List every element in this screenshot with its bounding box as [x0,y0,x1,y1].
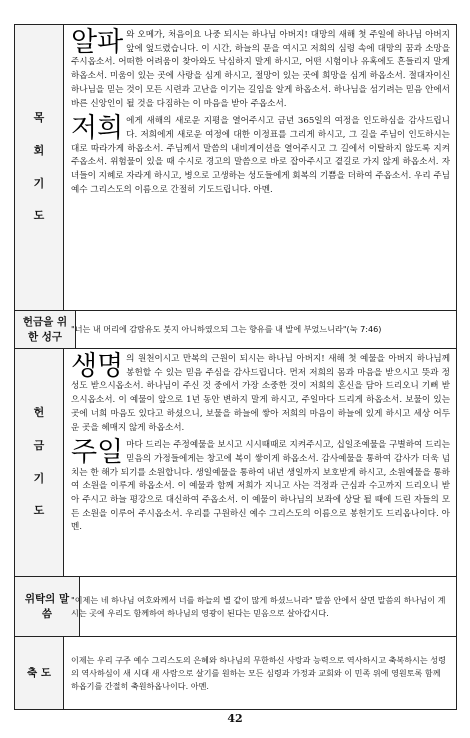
pastoral-prayer-label [15,25,64,310]
offering-prayer-label [15,349,64,576]
offering-prayer-content [63,349,456,576]
paragraph-text: 와 오메가, 처음이요 나중 되시는 하나님 아버지! 대망의 새해 첫 주일에 하나님 아버지 앞에 엎드렸습니다. 이 시간, 하늘의 문을 여시고 저희의 심령 속에 대망의 꿈과 소망을 주시옵소서. 어떠한 어려움이 찾아와도 낙심하지 말게 하시고, 어떤 시험이나 유혹에도 흔들리지 말게 하옵소서. 미움이 있는 곳에 사랑을 심게 하시고, 절망이 있는 곳에 희망을 심게 하옵소서. 절대자이신 하나님을 믿는 것이 모든 시련과 고난을 이기는 길임을 알게 하옵소서. 하나님을 섬기려는 믿음 안에서 바른 신앙인이 될 것을 다짐하는 이 마음을 받아 주옵소서. [71,30,450,109]
label-char: 도 [33,209,45,223]
pastoral-prayer-paragraph-2 [71,115,450,197]
benediction-text: 이제는 우리 구주 예수 그리스도의 은혜와 하나님의 무한하신 사랑과 능력으로 역사하시고 축복하시는 성령의 역사하심이 새 시대 새 사람으로 살기를 원하는 모든 심령과 가정과 교회와 이 민족 위에 영원토록 함께 하옵기를 간절히 축원하옵나이다. 아멘. [71,654,446,692]
commission-word-content [63,577,456,636]
drop-cap: 생명 [71,351,124,382]
label-char: 헌 [33,405,45,419]
offering-verse-section [15,311,456,349]
drop-cap: 주일 [71,437,124,469]
label-char: 목 [33,110,45,124]
offering-verse-label: 헌금을 위한 성구 [15,311,76,348]
offering-verse-text: "너는 내 머리에 감람유도 붓지 아니하였으되 그는 향유를 내 발에 부었느니라"(눅 7:46) [71,324,382,335]
commission-word-section [15,577,456,637]
paragraph-text: 의 원천이시고 만복의 근원이 되시는 하나님 아버지! 새해 첫 예물을 아버지 하나님께 봉헌할 수 있는 믿음 주심을 감사드립니다. 먼저 저희의 몸과 마음을 받으시고 뜻과 정성도 받으시옵소서. 하나님이 주신 것 중에서 가장 소중한 것이 저희의 혼신을 담아 드리오니 기뻐 받으시옵소서. 이 예물이 앞으로 1년 동안 변하지 말게 하시고, 주일마다 드리게 하옵소서. 보물이 있는 곳에 너희 마음도 있다고 하셨으니, 보물을 하늘에 쌓아 저희의 마음이 하늘에 있게 하시고 세상 어두운 곳을 헤매지 않게 하옵소서. [71,354,450,433]
drop-cap: 저희 [71,113,124,145]
commission-word-label: 위탁의 말씀 [15,577,80,636]
commission-word-text: "이제는 네 하나님 여호와께서 너를 하늘의 별 같이 많게 하셨느니라" 말씀 안에서 살면 말씀의 하나님이 계시는 곳에 우리도 함께하여 하나님의 영광이 된다는 믿음으로 살아갑시다. [71,594,446,618]
offering-prayer-section [15,349,456,577]
label-char: 금 [33,438,45,452]
offering-prayer-paragraph-2 [71,439,450,535]
pastoral-prayer-section [15,25,456,311]
benediction-content [63,637,456,709]
pastoral-prayer-paragraph-1 [71,29,450,111]
drop-cap: 알파 [71,27,124,58]
benediction-label: 축 도 [15,637,64,709]
paragraph-text: 에게 새해의 새로운 지평을 열어주시고 금년 365일의 여정을 인도하심을 감사드립니다. 저희에게 새로운 여정에 대한 이정표를 그리게 하시고, 그 길을 주님이 인도하시는 대로 따라가게 하옵소서. 주님께서 말씀의 내비게이션을 열어주시고 그 길에서 이탈하지 않도록 지켜주옵소서. 위험물이 있을 때 수시로 경고의 말씀으로 바로 잡아주시고 곁길로 가지 않게 하옵소서. 자녀들이 지혜로 자라게 하시고, 병으로 고생하는 성도들에게 회복의 기쁨을 더하여 주옵소서. 우리 주님 예수 그리스도의 이름으로 간절히 기도드립니다. 아멘. [71,116,450,195]
offering-verse-content [63,311,456,348]
pastoral-prayer-content [63,25,456,310]
worship-page [14,24,457,710]
label-char: 기 [33,176,45,190]
paragraph-text: 마다 드리는 주정예물을 보시고 시시때때로 지켜주시고, 십일조예물을 구별하여 드리는 믿음의 가정들에게는 창고에 복이 쌓이게 하옵소서. 감사예물을 통하여 감사가 더욱 넘치는 한 해가 되기를 소원합니다. 생일예물을 통하여 내년 생일까지 보호받게 하시고, 소원예물을 통하여 소원을 이루게 하옵소서. 이 예물과 함께 저희가 지니고 사는 걱정과 근심과 수고까지 드리오니 받아 주시고 하늘 평강으로 대신하여 주옵소서. 이 예물이 하나님의 보좌에 상달 될 때에 드린 자들의 모든 소원을 이루어 주시옵소서. 우리를 구원하신 예수 그리스도의 이름으로 봉헌기도 드리옵나이다. 아멘. [71,440,450,533]
label-char: 도 [33,504,45,518]
label-char: 회 [33,143,45,157]
benediction-section [15,637,456,709]
label-char: 기 [33,471,45,485]
page-number: 42 [227,712,243,725]
offering-prayer-paragraph-1 [71,353,450,435]
